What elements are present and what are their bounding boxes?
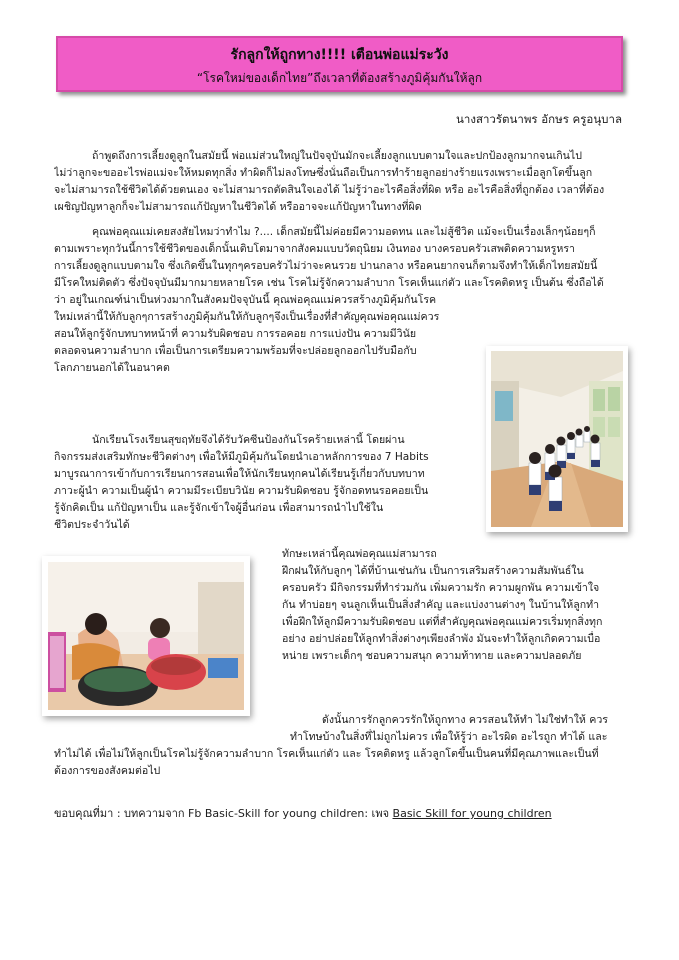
mother-child-image xyxy=(48,562,244,710)
text-line: มีโรคใหม่ติดตัว ซึ่งปัจจุบันมีมากมายหลายโรค เช่น โรคไม่รู้จักความลำบาก โรคเห็นแก่ตัว และโรคติดหรู เป็นต้น ซึ่งถือได้ xyxy=(54,277,604,289)
text-line: ไม่ว่าลูกจะขออะไรพ่อแม่จะให้หมดทุกสิ่ง ทำผิดก็ไม่ลงโทษซึ่งนั่นถือเป็นการทำร้ายลูกอย่างร้ายแรงเพราะเมื่อลูกโตขึ้นลูก xyxy=(54,167,593,179)
source-page-link[interactable]: Basic Skill for young children xyxy=(392,807,552,820)
text-line: รู้จักคิดเป็น แก้ปัญหาเป็น และรู้จักเข้าใจผู้อื่นก่อน เพื่อสามารถนำไปใช้ใน xyxy=(54,502,384,514)
text-line: ตลอดจนความลำบาก เพื่อเป็นการเตรียมความพร้อมที่จะปล่อยลูกออกไปรับมือกับ xyxy=(54,345,417,357)
paragraph-home-skills xyxy=(282,546,628,665)
author-line: นางสาวรัตนาพร อักษร ครูอนุบาล xyxy=(456,112,622,126)
text-line: เพื่อฝึกให้ลูกมีความรับผิดชอบ แต่ที่สำคัญคุณพ่อคุณแม่ควรเริ่มทุกสิ่งทุก xyxy=(282,616,603,628)
photo-students-corridor xyxy=(486,346,628,532)
article-title: รักลูกให้ถูกทาง!!!! เตือนพ่อแม่ระวัง xyxy=(230,47,449,63)
text-line: ภาวะผู้นำ ความเป็นผู้นำ ความมีระเบียบวินัย ความรับผิดชอบ รู้จักอดทนรอคอยเป็น xyxy=(54,485,429,497)
text-line: จะไม่สามารถใช้ชีวิตได้ด้วยตนเอง จะไม่สามารถตัดสินใจเองได้ ไม่รู้ว่าอะไรคือสิ่งที่ผิด หรือ อะไรคือสิ่งที่ถูกต้อง เวลาที่ต้อง xyxy=(54,184,605,196)
text-line: ถ้าพูดถึงการเลี้ยงดูลูกในสมัยนี้ พ่อแม่ส่วนใหญ่ในปัจจุบันมักจะเลี้ยงลูกแบบตามใจและปกป้องลูกมากจนเกินไป xyxy=(92,150,582,162)
text-line: ทำไม่ได้ เพื่อไม่ให้ลูกเป็นโรคไม่รู้จักความลำบาก โรคเห็นแก่ตัว และ โรคติดหรู แล้วลูกโตขึ้นเป็นคนที่มีคุณภาพและเป็นที่ xyxy=(54,748,599,760)
text-line: กิจกรรมส่งเสริมทักษะชีวิตต่างๆ เพื่อให้มีภูมิคุ้มกันโดยนำเอาหลักการของ 7 Habits xyxy=(54,451,429,463)
title-banner xyxy=(56,36,623,92)
text-line: หน่าย เพราะเด็กๆ ชอบความสนุก ความท้าทาย และความปลอดภัย xyxy=(282,650,582,662)
text-line: เผชิญปัญหาลูกก็จะไม่สามารถแก้ปัญหาในชีวิตได้ หรืออาจจะแก้ปัญหาในทางที่ผิด xyxy=(54,201,422,213)
text-line: ตามเพราะทุกวันนี้การใช้ชีวิตของเด็กนั้นเติบโตมาจากสังคมแบบวัตถุนิยม เงินทอง บางครอบครัวเสพติดความหรูหรา xyxy=(54,243,575,255)
source-credit xyxy=(54,804,552,822)
source-credit-label: ขอบคุณที่มา : บทความจาก Fb Basic-Skill for young children: เพจ xyxy=(54,807,390,820)
text-line: ดังนั้นการรักลูกควรรักให้ถูกทาง ควรสอนให้ทำ ไม่ใช่ทำให้ ควร xyxy=(322,714,608,726)
text-line: คุณพ่อคุณแม่เคยสงสัยไหมว่าทำไม ?.... เด็กสมัยนี้ไม่ค่อยมีความอดทน และไม่สู้ชีวิต แม้จะเป็นเรื่องเล็กๆน้อยๆก็ xyxy=(92,226,596,238)
text-line: มาบูรณาการเข้ากับการเรียนการสอนเพื่อให้นักเรียนทุกคนได้เรียนรู้เกี่ยวกับบทบาท xyxy=(54,468,425,480)
text-line: ว่า อยู่ในเกณฑ์น่าเป็นห่วงมากในสังคมปัจจุบันนี้ คุณพ่อคุณแม่ควรสร้างภูมิคุ้มกันโรค xyxy=(54,294,437,306)
students-corridor-image xyxy=(491,351,623,527)
article-subtitle: “โรคใหม่ของเด็กไทย”ถึงเวลาที่ต้องสร้างภูมิคุ้มกันให้ลูก xyxy=(196,71,483,85)
paragraph-school-activities xyxy=(54,432,474,534)
paragraph-conclusion xyxy=(54,712,626,780)
photo-mother-child xyxy=(42,556,250,716)
text-line: กัน ทำบ่อยๆ จนลูกเห็นเป็นสิ่งสำคัญ และแบ่งงานต่างๆ ในบ้านให้ลูกทำ xyxy=(282,599,600,611)
text-line: ทำโทษบ้างในสิ่งที่ไม่ถูกไม่ควร เพื่อให้รู้ว่า อะไรผิด อะไรถูก ทำได้ และ xyxy=(290,731,608,743)
text-line: ต้องการของสังคมต่อไป xyxy=(54,765,161,777)
text-line: ชีวิตประจำวันได้ xyxy=(54,519,130,531)
text-line: การเลี้ยงดูลูกแบบตามใจ ซึ่งเกิดขึ้นในทุกๆครอบครัวไม่ว่าจะคนรวย ปานกลาง หรือคนยากจนก็ตามจึงทำให้เด็กไทยสมัยนี้ xyxy=(54,260,598,272)
text-line: นักเรียนโรงเรียนสุขฤทัยจึงได้รับวัคซีนป้องกันโรคร้ายเหล่านี้ โดยผ่าน xyxy=(92,434,405,446)
text-line: อย่าง อย่าปล่อยให้ลูกทำสิ่งต่างๆเพียงลำพัง มันจะทำให้ลูกเกิดความเบื่อ xyxy=(282,633,601,645)
text-line: ทักษะเหล่านี้คุณพ่อคุณแม่สามารถ xyxy=(282,548,437,560)
text-line: ใหม่เหล่านี้ให้กับลูกๆการสร้างภูมิคุ้มกันให้กับลูกๆจึงเป็นเรื่องที่สำคัญคุณพ่อคุณแม่ควร xyxy=(54,311,440,323)
paragraph-intro xyxy=(54,148,626,216)
text-line: โลกภายนอกได้ในอนาคต xyxy=(54,362,170,374)
text-line: สอนให้ลูกรู้จักบทบาทหน้าที่ ความรับผิดชอบ การรอคอย การแบ่งปัน ความมีวินัย xyxy=(54,328,417,340)
text-line: ครอบครัว มีกิจกรรมที่ทำร่วมกัน เพิ่มความรัก ความผูกพัน ความเข้าใจ xyxy=(282,582,600,594)
text-line: ฝึกฝนให้กับลูกๆ ได้ที่บ้านเช่นกัน เป็นการเสริมสร้างความสัมพันธ์ใน xyxy=(282,565,584,577)
